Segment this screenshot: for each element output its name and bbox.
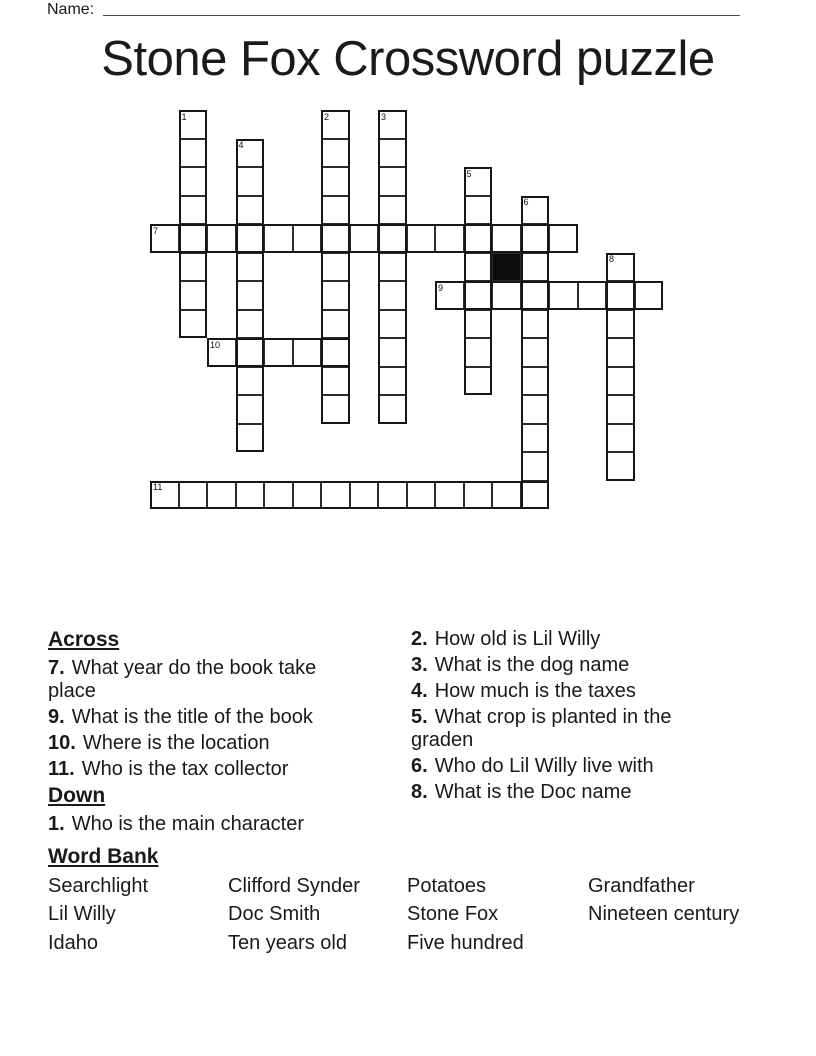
clue-number: 6. bbox=[411, 755, 428, 777]
grid-cell[interactable] bbox=[378, 167, 407, 196]
word-bank-word: Searchlight bbox=[48, 875, 149, 897]
grid-cell[interactable] bbox=[407, 224, 436, 253]
clue-number: 8. bbox=[411, 781, 428, 803]
grid-cell[interactable] bbox=[407, 481, 436, 510]
word-bank-word: Nineteen century bbox=[588, 903, 740, 926]
cell-number: 6 bbox=[523, 197, 529, 207]
cell-number: 7 bbox=[153, 225, 159, 236]
grid-cell[interactable] bbox=[179, 196, 208, 225]
grid-cell[interactable] bbox=[293, 224, 322, 253]
grid-cell[interactable] bbox=[549, 224, 578, 253]
grid-cell[interactable] bbox=[207, 338, 236, 367]
grid-cell[interactable] bbox=[179, 167, 208, 196]
grid-cell[interactable] bbox=[464, 224, 493, 253]
word-bank-word: Ten years old bbox=[228, 931, 347, 954]
grid-cell[interactable] bbox=[435, 224, 464, 253]
clue-across-10 bbox=[48, 732, 350, 755]
grid-cell[interactable] bbox=[378, 253, 407, 282]
grid-cell[interactable] bbox=[464, 196, 493, 225]
word-bank-word: Doc Smith bbox=[228, 903, 321, 926]
grid-cell[interactable] bbox=[236, 395, 265, 424]
grid-cell[interactable] bbox=[179, 310, 208, 339]
cell-number: 3 bbox=[381, 111, 387, 122]
grid-cell[interactable] bbox=[378, 139, 407, 168]
word-bank-column-4 bbox=[588, 872, 739, 929]
grid-cell[interactable] bbox=[179, 224, 208, 253]
grid-cell[interactable] bbox=[378, 367, 407, 396]
grid-cell[interactable] bbox=[492, 481, 521, 510]
clue-down-8 bbox=[411, 781, 713, 804]
grid-cell[interactable] bbox=[150, 224, 179, 253]
clue-text: What is the dog name bbox=[434, 654, 630, 676]
grid-cell[interactable] bbox=[606, 367, 635, 396]
grid-cell[interactable] bbox=[236, 139, 265, 168]
grid-cell[interactable] bbox=[321, 139, 350, 168]
clue-number: 5. bbox=[411, 706, 428, 728]
grid-cell[interactable] bbox=[464, 310, 493, 339]
word-bank-word: Five hundred bbox=[407, 931, 524, 954]
grid-cell[interactable] bbox=[606, 452, 635, 481]
grid-cell[interactable] bbox=[321, 367, 350, 396]
grid-cell[interactable] bbox=[521, 395, 550, 424]
clue-down-1 bbox=[48, 813, 350, 836]
clue-number: 11. bbox=[48, 758, 75, 780]
grid-cell[interactable] bbox=[321, 481, 350, 510]
clue-text: What year do the book take place bbox=[48, 657, 317, 702]
grid-cell[interactable] bbox=[549, 281, 578, 310]
page-title: Stone Fox Crossword puzzle bbox=[101, 32, 715, 86]
word-bank-word: Lil Willy bbox=[48, 903, 116, 926]
grid-cell[interactable] bbox=[464, 481, 493, 510]
grid-cell[interactable] bbox=[207, 224, 236, 253]
grid-cell[interactable] bbox=[236, 281, 265, 310]
clue-number: 1. bbox=[48, 813, 65, 835]
grid-cell[interactable] bbox=[378, 281, 407, 310]
grid-cell[interactable] bbox=[150, 481, 179, 510]
grid-cell[interactable] bbox=[521, 481, 550, 510]
grid-cell[interactable] bbox=[464, 367, 493, 396]
grid-cell[interactable] bbox=[521, 452, 550, 481]
grid-cell[interactable] bbox=[236, 224, 265, 253]
grid-cell[interactable] bbox=[464, 167, 493, 196]
grid-cell[interactable] bbox=[521, 253, 550, 282]
grid-cell[interactable] bbox=[264, 481, 293, 510]
grid-cell[interactable] bbox=[179, 281, 208, 310]
clue-down-3 bbox=[411, 654, 713, 677]
grid-cell[interactable] bbox=[378, 196, 407, 225]
grid-cell[interactable] bbox=[378, 481, 407, 510]
clue-down-2 bbox=[411, 628, 713, 651]
grid-cell[interactable] bbox=[179, 139, 208, 168]
grid-cell[interactable] bbox=[293, 481, 322, 510]
grid-cell[interactable] bbox=[236, 253, 265, 282]
grid-cell[interactable] bbox=[321, 224, 350, 253]
grid-cell[interactable] bbox=[350, 481, 379, 510]
cell-number: 8 bbox=[609, 254, 615, 264]
grid-cell[interactable] bbox=[264, 338, 293, 367]
grid-cell[interactable] bbox=[464, 253, 493, 282]
word-bank-word: Clifford Synder bbox=[228, 875, 360, 897]
name-blank-line[interactable] bbox=[103, 0, 740, 16]
grid-cell[interactable] bbox=[378, 224, 407, 253]
cell-number: 4 bbox=[238, 140, 244, 150]
down-heading: Down bbox=[48, 784, 106, 807]
clue-number: 7. bbox=[48, 657, 65, 679]
grid-cell[interactable] bbox=[606, 310, 635, 339]
cell-number: 10 bbox=[210, 339, 221, 350]
grid-cell[interactable] bbox=[236, 196, 265, 225]
across-heading: Across bbox=[48, 628, 120, 651]
word-bank-column-1 bbox=[48, 872, 148, 957]
clue-across-9 bbox=[48, 706, 350, 729]
clue-down-6 bbox=[411, 755, 713, 778]
grid-cell[interactable] bbox=[606, 395, 635, 424]
clue-number: 4. bbox=[411, 680, 428, 702]
clue-number: 2. bbox=[411, 628, 428, 650]
grid-cell[interactable] bbox=[635, 281, 664, 310]
grid-cell[interactable] bbox=[321, 281, 350, 310]
clue-text: How old is Lil Willy bbox=[434, 628, 601, 650]
clue-text: Who is the main character bbox=[71, 813, 305, 835]
clue-text: How much is the taxes bbox=[434, 680, 636, 702]
grid-cell[interactable] bbox=[464, 281, 493, 310]
grid-cell[interactable] bbox=[321, 167, 350, 196]
cell-number: 5 bbox=[466, 168, 472, 179]
grid-cell[interactable] bbox=[378, 310, 407, 339]
grid-cell[interactable] bbox=[492, 281, 521, 310]
clues-right-column bbox=[411, 628, 713, 807]
grid-cell[interactable] bbox=[321, 110, 350, 139]
word-bank-heading: Word Bank bbox=[48, 845, 159, 868]
clue-number: 9. bbox=[48, 706, 65, 728]
grid-cell[interactable] bbox=[350, 224, 379, 253]
clues-left-column bbox=[48, 628, 350, 839]
word-bank-word: Idaho bbox=[48, 931, 99, 954]
grid-cell[interactable] bbox=[293, 338, 322, 367]
word-bank-word: Stone Fox bbox=[407, 903, 499, 926]
grid-cell[interactable] bbox=[321, 196, 350, 225]
clue-down-4 bbox=[411, 680, 713, 703]
clue-number: 3. bbox=[411, 654, 428, 676]
grid-cell[interactable] bbox=[236, 310, 265, 339]
grid-cell[interactable] bbox=[236, 424, 265, 453]
grid-cell[interactable] bbox=[378, 110, 407, 139]
cell-number: 1 bbox=[181, 111, 187, 122]
grid-cell[interactable] bbox=[264, 224, 293, 253]
grid-cell[interactable] bbox=[236, 338, 265, 367]
grid-cell[interactable] bbox=[521, 281, 550, 310]
cell-number: 9 bbox=[438, 282, 444, 293]
grid-cell[interactable] bbox=[378, 395, 407, 424]
clue-text: Who is the tax collector bbox=[81, 758, 289, 780]
grid-cell[interactable] bbox=[236, 481, 265, 510]
grid-cell[interactable] bbox=[578, 281, 607, 310]
grid-cell[interactable] bbox=[606, 281, 635, 310]
grid-cell[interactable] bbox=[435, 481, 464, 510]
grid-cell[interactable] bbox=[179, 253, 208, 282]
clue-text: Where is the location bbox=[82, 732, 270, 754]
grid-cell[interactable] bbox=[321, 253, 350, 282]
grid-cell[interactable] bbox=[606, 338, 635, 367]
clue-number: 10. bbox=[48, 732, 76, 754]
grid-cell[interactable] bbox=[521, 224, 550, 253]
clue-across-7 bbox=[48, 657, 350, 703]
grid-cell[interactable] bbox=[236, 167, 265, 196]
grid-cell[interactable] bbox=[435, 281, 464, 310]
word-bank-column-2 bbox=[228, 872, 360, 957]
clue-down-5 bbox=[411, 706, 713, 752]
blocked-cell bbox=[492, 253, 521, 282]
name-label: Name: bbox=[47, 1, 95, 18]
cell-number: 11 bbox=[153, 482, 163, 492]
grid-cell[interactable] bbox=[492, 224, 521, 253]
word-bank-word: Grandfather bbox=[588, 875, 695, 897]
clue-across-11 bbox=[48, 758, 350, 781]
grid-cell[interactable] bbox=[321, 310, 350, 339]
grid-cell[interactable] bbox=[321, 395, 350, 424]
grid-cell[interactable] bbox=[179, 481, 208, 510]
grid-cell[interactable] bbox=[207, 481, 236, 510]
clue-text: Who do Lil Willy live with bbox=[434, 755, 654, 777]
grid-cell[interactable] bbox=[521, 338, 550, 367]
grid-cell[interactable] bbox=[521, 367, 550, 396]
grid-cell[interactable] bbox=[521, 310, 550, 339]
grid-cell[interactable] bbox=[321, 338, 350, 367]
word-bank-word: Potatoes bbox=[407, 875, 486, 897]
cell-number: 2 bbox=[324, 111, 330, 122]
grid-cell[interactable] bbox=[378, 338, 407, 367]
grid-cell[interactable] bbox=[606, 424, 635, 453]
word-bank-column-3 bbox=[407, 872, 524, 957]
clue-text: What is the Doc name bbox=[434, 781, 632, 803]
clue-text: What crop is planted in the graden bbox=[411, 706, 672, 751]
clue-text: What is the title of the book bbox=[71, 706, 313, 728]
grid-cell[interactable] bbox=[464, 338, 493, 367]
grid-cell[interactable] bbox=[179, 110, 208, 139]
grid-cell[interactable] bbox=[521, 424, 550, 453]
grid-cell[interactable] bbox=[606, 253, 635, 282]
grid-cell[interactable] bbox=[521, 196, 550, 225]
grid-cell[interactable] bbox=[236, 367, 265, 396]
crossword-grid bbox=[150, 110, 663, 509]
